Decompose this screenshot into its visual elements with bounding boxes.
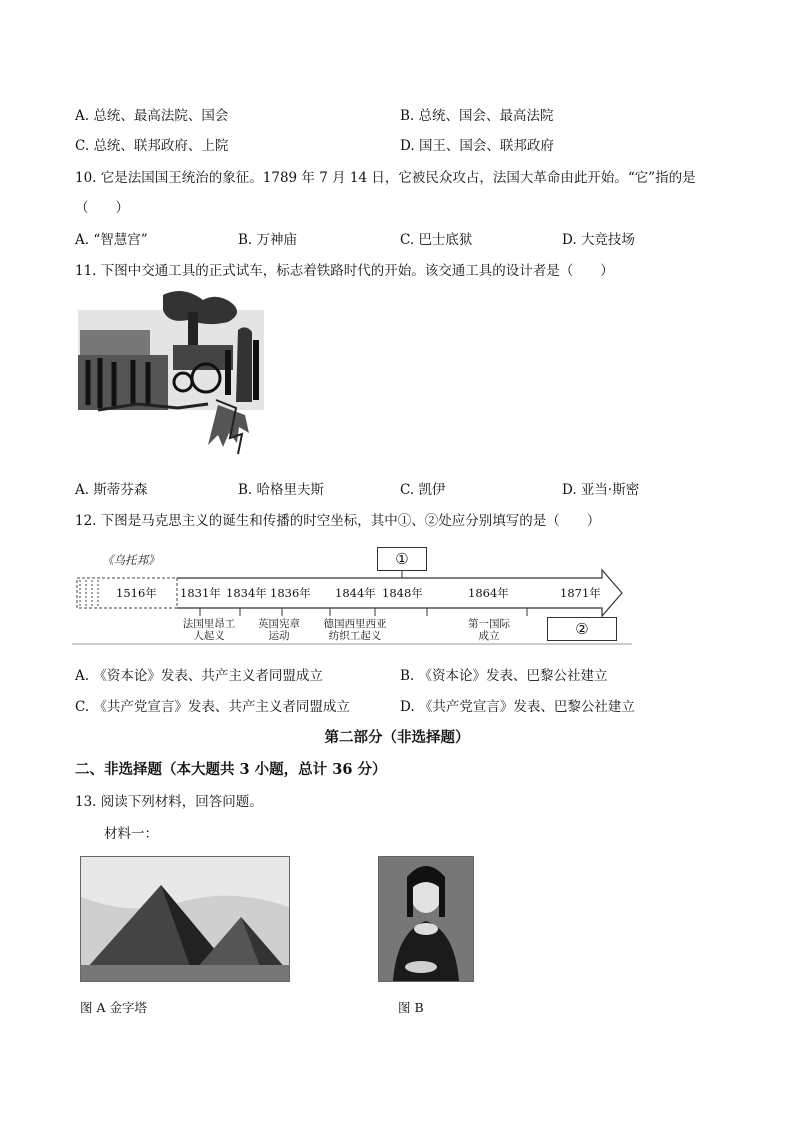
figure-b-caption: 图 B [398, 1000, 424, 1015]
q10-option-a: A. “智慧宫” [75, 232, 148, 248]
q12-option-d: D. 《共产党宣言》发表、巴黎公社建立 [400, 699, 635, 715]
q12-option-b: B. 《资本论》发表、巴黎公社建立 [400, 668, 608, 684]
q9-option-d: D. 国王、国会、联邦政府 [400, 138, 554, 154]
timeline-year-1834: 1834年 [226, 586, 267, 600]
q11-option-b: B. 哈格里夫斯 [238, 482, 325, 498]
timeline-year-1836: 1836年 [270, 586, 311, 600]
q10-option-b: B. 万神庙 [238, 232, 298, 248]
part2-heading: 二、非选择题（本大题共 3 小题，总计 36 分） [75, 761, 387, 778]
q10-stem-line1: 10. 它是法国国王统治的象征。1789 年 7 月 14 日，它被民众攻占，法国大革命由此开始。“它”指的是 [75, 170, 696, 186]
timeline-figure [72, 540, 632, 650]
q13-material1-label: 材料一： [104, 826, 158, 842]
timeline-event-first-international: 第一国际成立 [468, 618, 510, 642]
q12-option-a: A. 《资本论》发表、共产主义者同盟成立 [75, 668, 323, 684]
timeline-year-1848: 1848年 [382, 586, 423, 600]
timeline-event-lyon: 法国里昂工人起义 [182, 618, 236, 642]
timeline-year-1831: 1831年 [180, 586, 221, 600]
locomotive-illustration [78, 290, 264, 460]
q11-option-d: D. 亚当·斯密 [562, 482, 640, 498]
pyramid-image [80, 856, 290, 982]
q12-option-c: C. 《共产党宣言》发表、共产主义者同盟成立 [75, 699, 350, 715]
q9-option-b: B. 总统、国会、最高法院 [400, 108, 554, 124]
q9-option-a: A. 总统、最高法院、国会 [75, 108, 229, 124]
q10-stem-line2: （ ） [75, 200, 129, 216]
timeline-year-1871: 1871年 [560, 586, 601, 600]
figure-a-caption: 图 A 金字塔 [80, 1000, 147, 1015]
timeline-marker-1: ① [377, 547, 427, 571]
q10-option-d: D. 大竞技场 [562, 232, 635, 248]
locomotive-image [78, 290, 264, 460]
mona-lisa-illustration [379, 857, 473, 981]
timeline-year-1864: 1864年 [468, 586, 509, 600]
q12-stem: 12. 下图是马克思主义的诞生和传播的时空坐标，其中①、②处应分别填写的是（ ） [75, 513, 601, 529]
part2-title: 第二部分（非选择题） [324, 729, 470, 746]
q13-stem: 13. 阅读下列材料，回答问题。 [75, 794, 263, 810]
timeline-marker-2: ② [547, 617, 617, 641]
timeline-year-1844: 1844年 [335, 586, 376, 600]
q11-option-c: C. 凯伊 [400, 482, 446, 498]
timeline-start-label: 《乌托邦》 [102, 553, 160, 567]
timeline-year-1516: 1516年 [116, 586, 157, 600]
q9-option-c: C. 总统、联邦政府、上院 [75, 138, 229, 154]
q11-option-a: A. 斯蒂芬森 [75, 482, 148, 498]
q10-option-c: C. 巴士底狱 [400, 232, 473, 248]
mona-lisa-image [378, 856, 474, 982]
q11-stem: 11. 下图中交通工具的正式试车，标志着铁路时代的开始。该交通工具的设计者是（ ） [75, 263, 614, 279]
pyramid-illustration [81, 857, 289, 981]
timeline-event-chartism: 英国宪章运动 [258, 618, 300, 642]
timeline-event-silesia: 德国西里西亚纺织工起义 [323, 618, 387, 642]
